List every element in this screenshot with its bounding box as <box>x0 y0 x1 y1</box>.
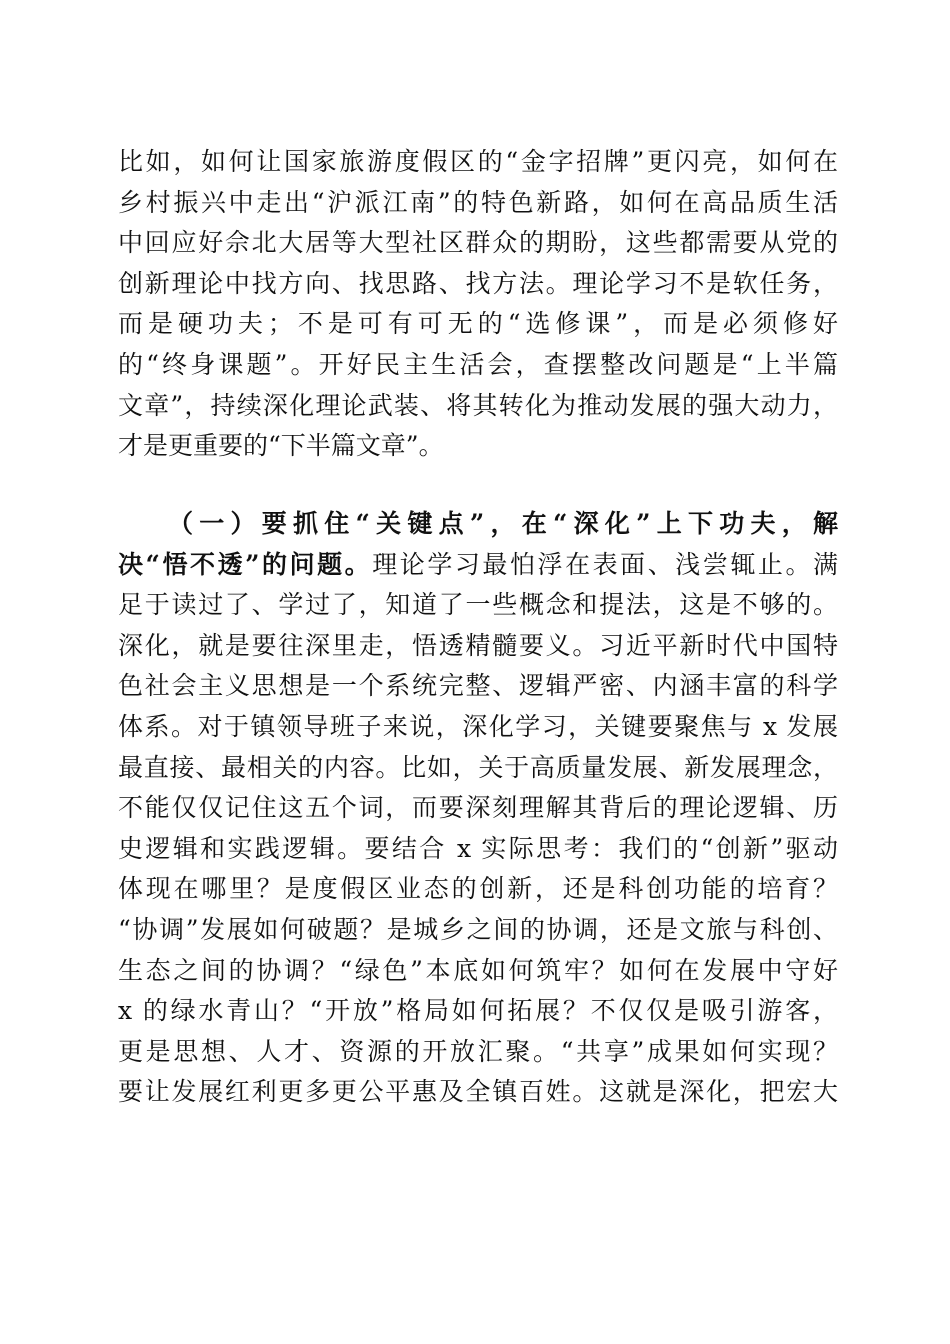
paragraph-2 <box>118 504 838 1113</box>
paragraph-2-line: 生态之间的协调？“绿色”本底如何筑牢？如何在发展中守好 <box>118 955 838 985</box>
paragraph-2-line: 更是思想、人才、资源的开放汇聚。“共享”成果如何实现？ <box>118 1036 838 1066</box>
paragraph-1 <box>118 142 838 467</box>
paragraph-2-line: 色社会主义思想是一个系统完整、逻辑严密、内涵丰富的科学 <box>118 671 838 701</box>
section-heading-continuation: 决“悟不透”的问题。 <box>118 549 373 579</box>
paragraph-1-line: 乡村振兴中走出“沪派江南”的特色新路，如何在高品质生活 <box>118 187 838 217</box>
paragraph-2-line: 要让发展红利更多更公平惠及全镇百姓。这就是深化，把宏大 <box>118 1077 838 1107</box>
paragraph-2-line: 最直接、最相关的内容。比如，关于高质量发展、新发展理念， <box>118 752 838 782</box>
paragraph-2-line: 体系。对于镇领导班子来说，深化学习，关键要聚焦与 x 发展 <box>118 711 838 741</box>
paragraph-2-line: “协调”发展如何破题？是城乡之间的协调，还是文旅与科创、 <box>118 914 838 944</box>
paragraph-2-line <box>118 545 838 586</box>
paragraph-2-line: 体现在哪里？是度假区业态的创新，还是科创功能的培育？ <box>118 874 838 904</box>
paragraph-1-line: 创新理论中找方向、找思路、找方法。理论学习不是软任务， <box>118 268 838 298</box>
paragraph-1-line: 的“终身课题”。开好民主生活会，查摆整改问题是“上半篇 <box>118 349 838 379</box>
paragraph-1-line: 比如，如何让国家旅游度假区的“金字招牌”更闪亮，如何在 <box>118 147 838 176</box>
paragraph-1-line: 中回应好佘北大居等大型社区群众的期盼，这些都需要从党的 <box>118 228 838 258</box>
paragraph-2-line: 深化，就是要往深里走，悟透精髓要义。习近平新时代中国特 <box>118 630 838 660</box>
paragraph-2-line: x 的绿水青山？“开放”格局如何拓展？不仅仅是吸引游客， <box>118 996 838 1026</box>
paragraph-2-line-text: 理论学习最怕浮在表面、浅尝辄止。满 <box>372 549 838 579</box>
paragraph-2-line: 史逻辑和实践逻辑。要结合 x 实际思考：我们的“创新”驱动 <box>118 833 838 863</box>
paragraph-2-line: 足于读过了、学过了，知道了一些概念和提法，这是不够的。 <box>118 590 838 620</box>
paragraph-1-line: 而是硬功夫；不是可有可无的“选修课”，而是必须修好 <box>118 309 838 339</box>
paragraph-2-line: 不能仅仅记住这五个词，而要深刻理解其背后的理论逻辑、历 <box>118 793 838 823</box>
paragraph-1-line: 才是更重要的“下半篇文章”。 <box>118 431 444 461</box>
section-heading: （一）要抓住“关键点”，在“深化”上下功夫，解 <box>168 509 838 538</box>
paragraph-1-line: 文章”，持续深化理论武装、将其转化为推动发展的强大动力， <box>118 390 838 420</box>
